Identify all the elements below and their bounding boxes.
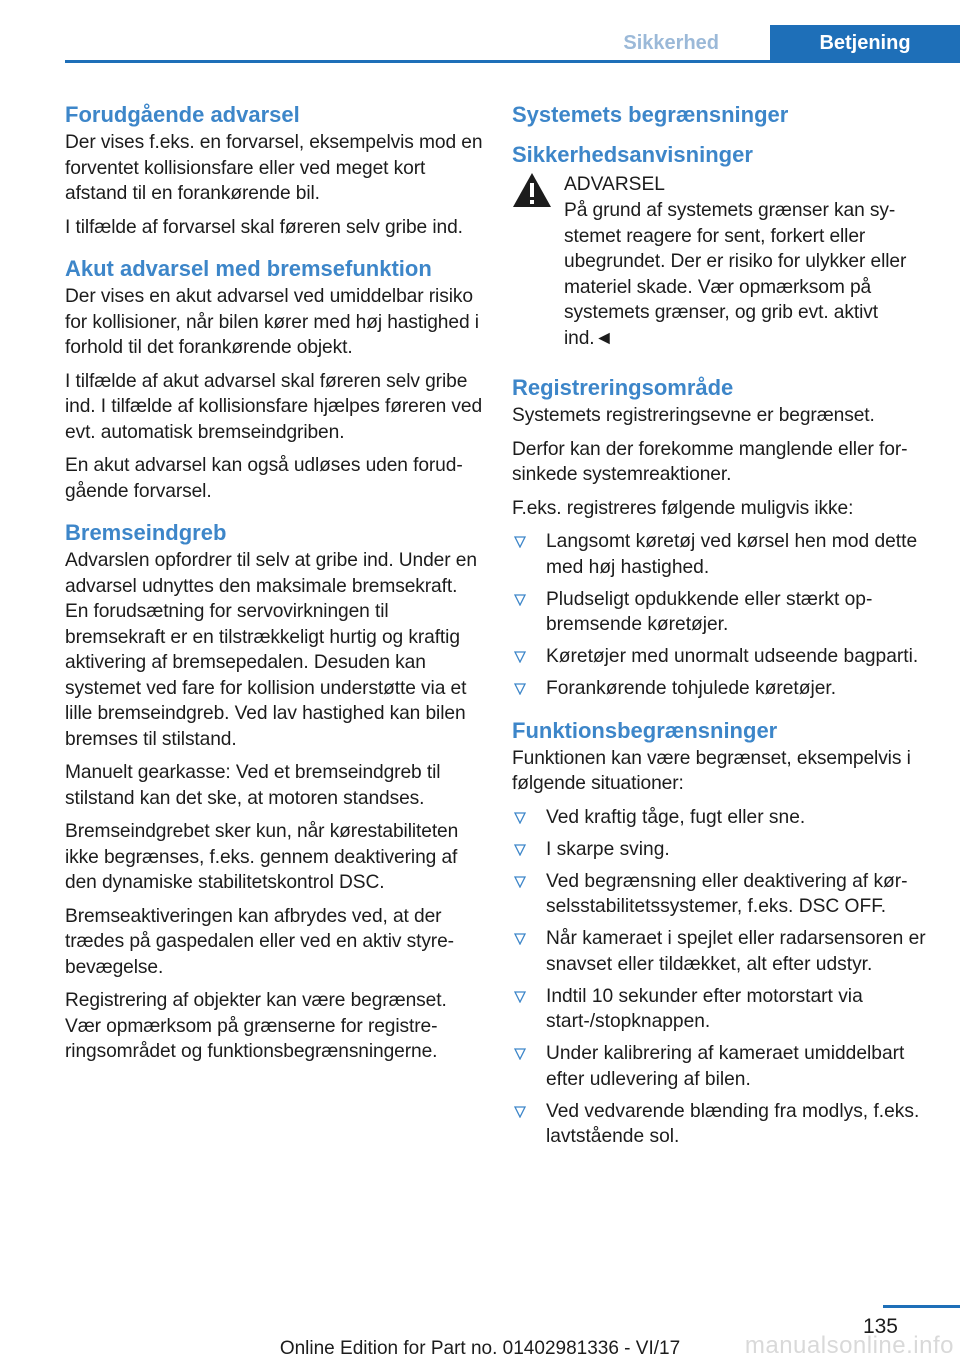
triangle-bullet-icon [514,683,526,695]
paragraph: F.eks. registreres følgende muligvis ikke: [512,497,854,519]
edition-note: Online Edition for Part no. 01402981336 - VI/17 [279,1338,681,1359]
tab-sikkerhed[interactable]: Sikkerhed [623,32,719,54]
heading-forudgaaende-advarsel: Forudgående advarsel [65,102,300,127]
list-item [512,676,932,702]
list-item [512,1099,932,1150]
footer-rule [883,1305,960,1308]
detection-list [512,529,932,702]
paragraph: Bremseindgrebet sker kun, når kørestabiliteten ikke begrænses, f.eks. gennem deaktivering af den dynamiske stabilitetskontrol DSC. [65,821,459,893]
heading-registreringsomraade: Registreringsområde [512,375,734,400]
heading-akut-advarsel: Akut advarsel med bremsefunktion [65,256,432,281]
list-item [512,984,932,1035]
list-item [512,587,932,638]
tab-betjening[interactable]: Betjening [770,25,960,62]
warning-triangle-icon [512,172,552,208]
paragraph: Manuelt gearkasse: Ved et bremseindgreb til stilstand kan det ske, at motoren standses. [65,762,441,809]
list-item-text: Pludseligt opdukkende eller stærkt opbremsende køretøjer. [546,588,873,635]
triangle-bullet-icon [514,1048,526,1060]
heading-systemets-begraensninger: Systemets begrænsninger [512,102,789,127]
triangle-bullet-icon [514,536,526,548]
heading-sikkerhedsanvisninger: Sikkerhedsanvisninger [512,142,753,167]
paragraph: Derfor kan der forekomme manglende eller forsinkede systemreaktioner. [512,438,908,485]
list-item-text: Langsomt køretøj ved kørsel hen mod dette med høj hastighed. [546,531,918,578]
list-item [512,805,932,831]
triangle-bullet-icon [514,933,526,945]
list-item [512,644,932,670]
header-rule [65,60,960,63]
page-number: 135 [862,1315,898,1338]
triangle-bullet-icon [514,651,526,663]
paragraph: I tilfælde af akut advarsel skal føreren selv gribe ind. I tilfælde af kollisionsfare hjælpes føreren ved evt. automatisk bremseindgriben. [65,370,483,443]
paragraph: I tilfælde af forvarsel skal føreren selv gribe ind. [65,216,463,238]
triangle-bullet-icon [514,844,526,856]
warning-label: ADVARSEL [564,174,665,195]
list-item [512,837,932,863]
triangle-bullet-icon [514,991,526,1003]
right-column [512,100,932,1158]
list-item-text: Ved begrænsning eller deaktivering af kørselsstabilitetssystemer, f.eks. DSC OFF. [546,870,908,917]
list-item [512,529,932,580]
left-column [65,100,485,1073]
paragraph: En akut advarsel kan også udløses uden forudgående forvarsel. [65,455,463,502]
warning-box [512,172,932,351]
triangle-bullet-icon [514,594,526,606]
list-item [512,869,932,920]
list-item-text: Indtil 10 sekunder efter motorstart via start-/stopknappen. [546,985,863,1032]
paragraph: Advarslen opfordrer til selv at gribe ind. Under en advarsel udnyttes den maksimale bremsekraft. En forudsætning for servovirkningen til bremsekraft er en tilstrækkeligt hurtig og kraftig aktivering af bremsepedalen. Desuden kan systemet ved fare for kollision understøtte via et lille bremseindgreb. Ved lav hastighed kan bilen bremses til stilstand. [65,550,477,750]
warning-text: På grund af systemets grænser kan systemet reagere for sent, forkert eller ubegrundet. Der er risiko for ulykker eller materiel skade. Vær opmærksom på systemets grænser, og grib evt. aktivt ind.◄ [564,200,907,349]
watermark: manualsonline.info [744,1332,954,1359]
heading-funktionsbegraensninger: Funktionsbegrænsninger [512,717,778,743]
paragraph: Registrering af objekter kan være begrænset. Vær opmærksom på grænserne for registreringsområdet og funktionsbegrænsningerne. [65,990,447,1062]
list-item-text: Ved kraftig tåge, fugt eller sne. [546,806,806,828]
list-item [512,1041,932,1092]
function-list [512,805,932,1150]
paragraph: Der vises en akut advarsel ved umiddelbar risiko for kollisioner, når bilen kører med høj hastighed i forhold til det forankørende objekt. [65,286,479,358]
list-item [512,926,932,977]
list-item-text: Køretøjer med unormalt udseende bagparti. [546,646,919,667]
paragraph: Bremseaktiveringen kan afbrydes ved, at der trædes på gaspedalen eller ved en aktiv styrebevægelse. [65,905,455,978]
list-item-text: I skarpe sving. [546,838,670,860]
triangle-bullet-icon [514,876,526,888]
list-item-text: Under kalibrering af kameraet umiddelbart efter udlevering af bilen. [546,1043,905,1090]
list-item-text: Når kameraet i spejlet eller radarsensoren er snavset eller tildækket, alt efter udstyr. [546,928,926,975]
list-item-text: Forankørende tohjulede køretøjer. [546,678,837,699]
paragraph: Systemets registreringsevne er begrænset. [512,405,875,426]
triangle-bullet-icon [514,812,526,824]
heading-bremseindgreb: Bremseindgreb [65,520,227,545]
paragraph: Der vises f.eks. en forvarsel, eksempelvis mod en forventet kollisionsfare eller ved meget kort afstand til en forankørende bil. [65,132,483,204]
triangle-bullet-icon [514,1106,526,1118]
paragraph: Funktionen kan være begrænset, eksempelvis i følgende situationer: [512,747,911,794]
list-item-text: Ved vedvarende blænding fra modlys, f.eks. lavtstående sol. [546,1100,920,1147]
